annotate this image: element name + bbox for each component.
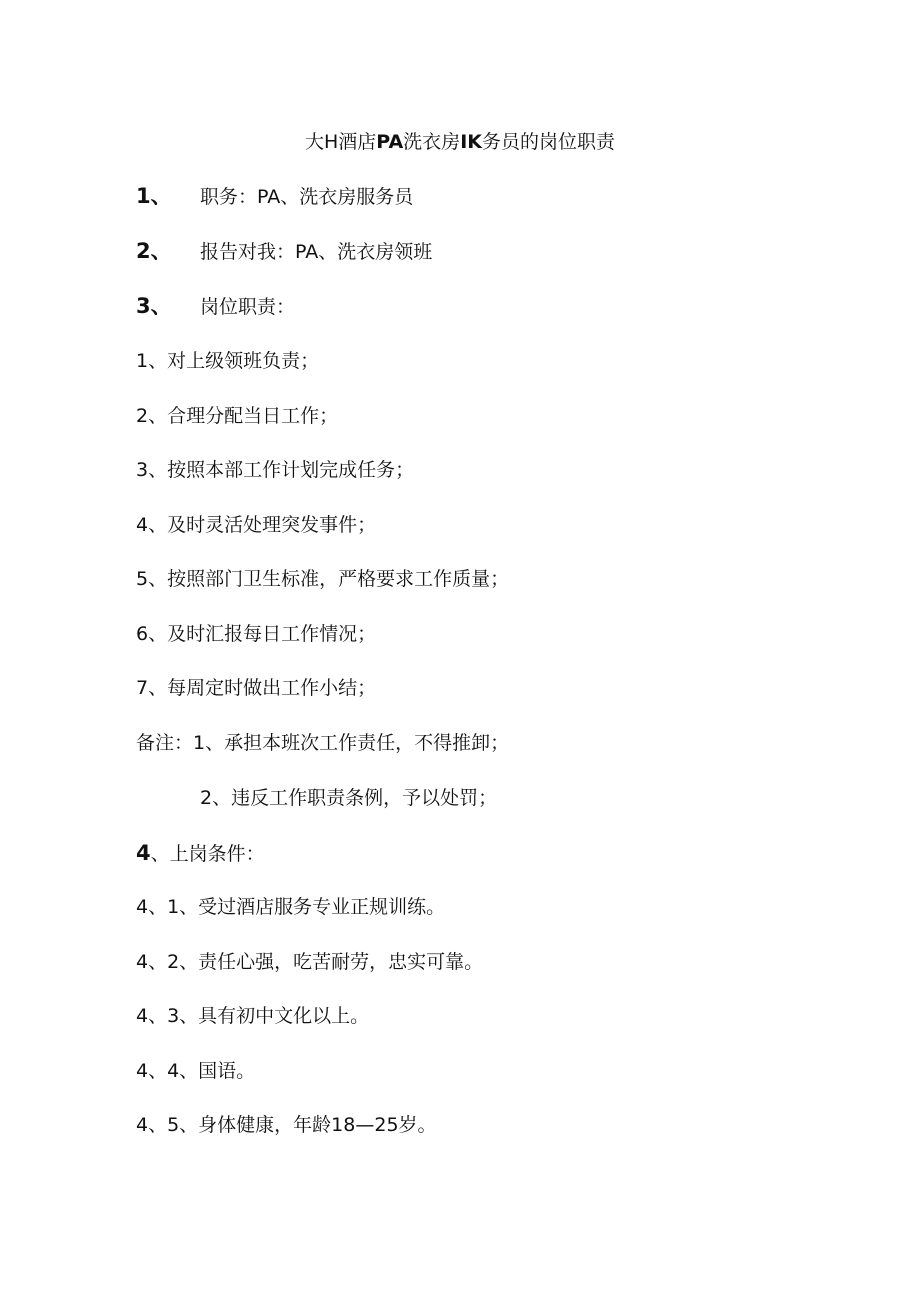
duty-item: 7、每周定时做出工作小结； [136, 677, 377, 699]
title-part-1: 大H酒店 [304, 131, 377, 153]
section-2-number: 2、 [136, 239, 172, 263]
condition-item: 4、1、受过酒店服务专业正规训练。 [136, 896, 446, 918]
condition-item: 4、5、身体健康，年龄18—25岁。 [136, 1114, 437, 1136]
document-title [0, 129, 920, 155]
section-4-text: 、上岗条件： [150, 843, 265, 865]
duty-item: 1、对上级领班负责； [136, 350, 320, 372]
duty-item: 4、及时灵活处理突发事件； [136, 514, 377, 536]
duty-item: 5、按照部门卫生标准，严格要求工作质量； [136, 568, 510, 590]
section-1-text: 职务：PA、洗衣房服务员 [200, 186, 414, 208]
note-line-1: 备注：1、承担本班次工作责任，不得推卸； [136, 732, 510, 754]
section-4-number: 4 [136, 841, 151, 865]
title-part-5: 务员的岗位职责 [481, 131, 615, 153]
duty-item: 3、按照本部工作计划完成任务； [136, 459, 415, 481]
section-1 [136, 183, 413, 210]
note-line-2: 2、违反工作职责条例，予以处罚； [200, 787, 498, 809]
duty-item: 6、及时汇报每日工作情况； [136, 623, 377, 645]
title-part-2: PA [376, 131, 404, 153]
condition-item: 4、3、具有初中文化以上。 [136, 1005, 370, 1027]
title-part-3: 洗衣房 [403, 131, 461, 153]
section-2 [136, 238, 432, 265]
title-part-4: IK [460, 131, 482, 153]
section-3-number: 3、 [136, 294, 172, 318]
condition-item: 4、4、国语。 [136, 1060, 256, 1082]
section-1-number: 1、 [136, 184, 172, 208]
section-3 [136, 293, 295, 320]
section-3-text: 岗位职责： [200, 296, 296, 318]
duty-item: 2、合理分配当日工作； [136, 405, 339, 427]
section-2-text: 报告对我：PA、洗衣房领班 [200, 241, 433, 263]
condition-item: 4、2、责任心强，吃苦耐劳，忠实可靠。 [136, 951, 484, 973]
section-4 [136, 840, 265, 867]
